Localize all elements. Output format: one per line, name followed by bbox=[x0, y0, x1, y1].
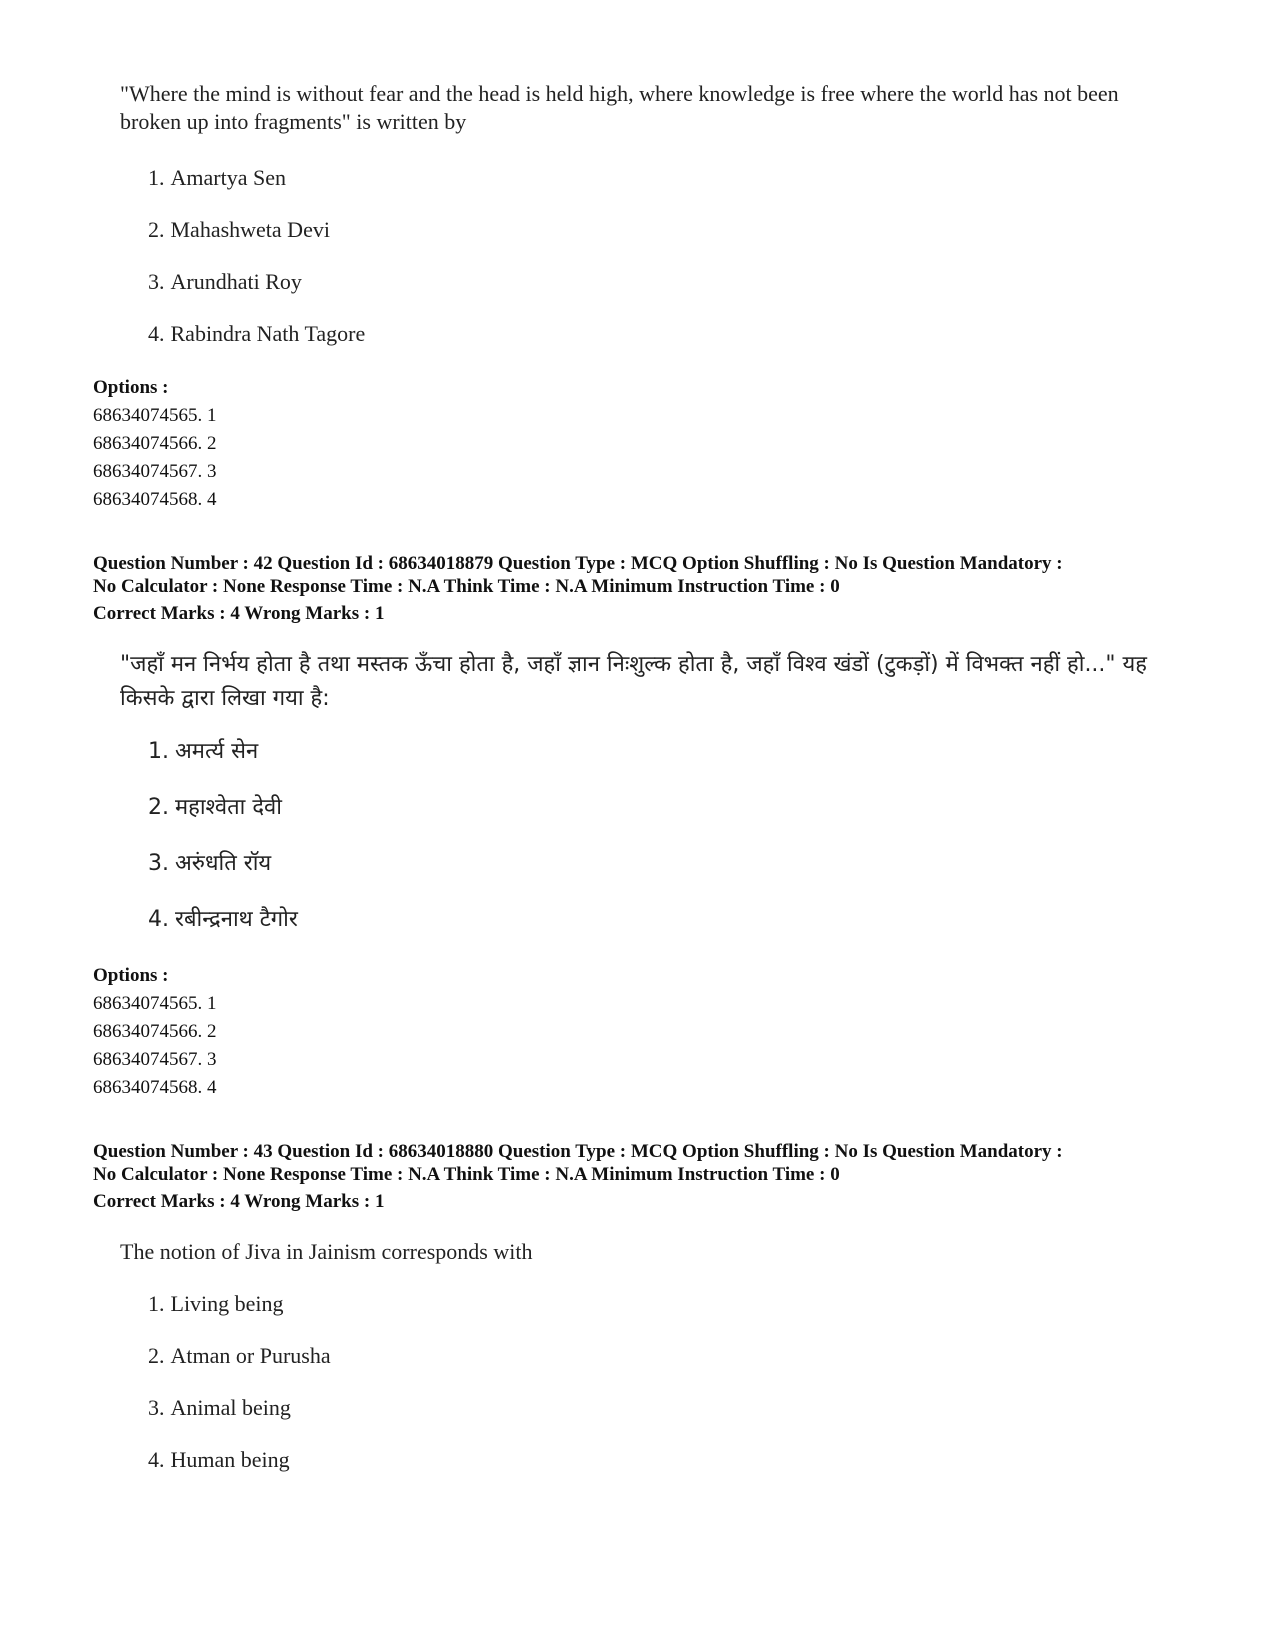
question-42-choice-3 bbox=[148, 850, 271, 878]
choice-label: अरुंधति रॉय bbox=[175, 851, 272, 876]
choice-number: 2. bbox=[148, 217, 165, 242]
choice-label: Mahashweta Devi bbox=[170, 217, 330, 242]
question-42-options-heading: Options : bbox=[93, 965, 169, 986]
choice-label: Rabindra Nath Tagore bbox=[170, 321, 366, 346]
question-42-meta-line-2: No Calculator : None Response Time : N.A Think Time : N.A Minimum Instruction Time : 0 bbox=[93, 576, 840, 597]
choice-number: 3. bbox=[148, 269, 165, 294]
question-43-choice-3 bbox=[148, 1394, 291, 1422]
question-42-option-id-3: 68634074567. 3 bbox=[93, 1049, 217, 1070]
choice-number: 1. bbox=[148, 1291, 165, 1316]
question-41-option-id-4: 68634074568. 4 bbox=[93, 489, 217, 510]
choice-number: 3. bbox=[148, 851, 169, 876]
question-42-option-id-2: 68634074566. 2 bbox=[93, 1021, 217, 1042]
question-43-text: The notion of Jiva in Jainism corresponds with bbox=[120, 1239, 533, 1264]
choice-number: 1. bbox=[148, 739, 169, 764]
question-41-choice-2 bbox=[148, 216, 330, 244]
choice-label: Amartya Sen bbox=[170, 165, 286, 190]
question-41-option-id-1: 68634074565. 1 bbox=[93, 405, 217, 426]
choice-label: Animal being bbox=[170, 1395, 291, 1420]
question-42-choice-2 bbox=[148, 794, 282, 822]
choice-label: रबीन्द्रनाथ टैगोर bbox=[175, 907, 298, 932]
question-43-marks: Correct Marks : 4 Wrong Marks : 1 bbox=[93, 1191, 385, 1212]
question-41-text: "Where the mind is without fear and the head is held high, where knowledge is free where the world has not been broken up into fragments" is written by bbox=[120, 81, 1119, 134]
choice-number: 4. bbox=[148, 321, 165, 346]
question-41-option-id-3: 68634074567. 3 bbox=[93, 461, 217, 482]
question-42-marks: Correct Marks : 4 Wrong Marks : 1 bbox=[93, 603, 385, 624]
choice-label: महाश्वेता देवी bbox=[175, 795, 282, 820]
choice-label: Arundhati Roy bbox=[170, 269, 302, 294]
question-42-choice-4 bbox=[148, 906, 298, 934]
question-42-choice-1 bbox=[148, 738, 258, 766]
question-42-text: "जहाँ मन निर्भय होता है तथा मस्तक ऊँचा होता है, जहाँ ज्ञान निःशुल्क होता है, जहाँ विश्व खंडों (टुकड़ों) में विभक्त नहीं हो..." यह किसके द्वारा लिखा गया है: bbox=[120, 652, 1147, 711]
question-43-meta-line-2: No Calculator : None Response Time : N.A Think Time : N.A Minimum Instruction Time : 0 bbox=[93, 1164, 840, 1185]
choice-label: अमर्त्य सेन bbox=[175, 739, 259, 764]
question-43-choice-1 bbox=[148, 1290, 284, 1318]
question-43-choice-2 bbox=[148, 1342, 331, 1370]
choice-number: 2. bbox=[148, 795, 169, 820]
question-41-options-heading: Options : bbox=[93, 377, 169, 398]
question-42-option-id-4: 68634074568. 4 bbox=[93, 1077, 217, 1098]
choice-number: 4. bbox=[148, 1447, 165, 1472]
question-41-choice-4 bbox=[148, 320, 365, 348]
choice-number: 3. bbox=[148, 1395, 165, 1420]
choice-label: Atman or Purusha bbox=[170, 1343, 331, 1368]
choice-label: Human being bbox=[170, 1447, 290, 1472]
choice-label: Living being bbox=[170, 1291, 284, 1316]
question-43-meta-line-1: Question Number : 43 Question Id : 68634018880 Question Type : MCQ Option Shuffling : No Is Question Mandatory : bbox=[93, 1141, 1063, 1162]
question-41-option-id-2: 68634074566. 2 bbox=[93, 433, 217, 454]
question-41-choice-1 bbox=[148, 164, 286, 192]
choice-number: 2. bbox=[148, 1343, 165, 1368]
question-42-option-id-1: 68634074565. 1 bbox=[93, 993, 217, 1014]
choice-number: 4. bbox=[148, 907, 169, 932]
question-42-meta-line-1: Question Number : 42 Question Id : 68634018879 Question Type : MCQ Option Shuffling : No Is Question Mandatory : bbox=[93, 553, 1063, 574]
question-41-choice-3 bbox=[148, 268, 302, 296]
choice-number: 1. bbox=[148, 165, 165, 190]
question-43-choice-4 bbox=[148, 1446, 290, 1474]
